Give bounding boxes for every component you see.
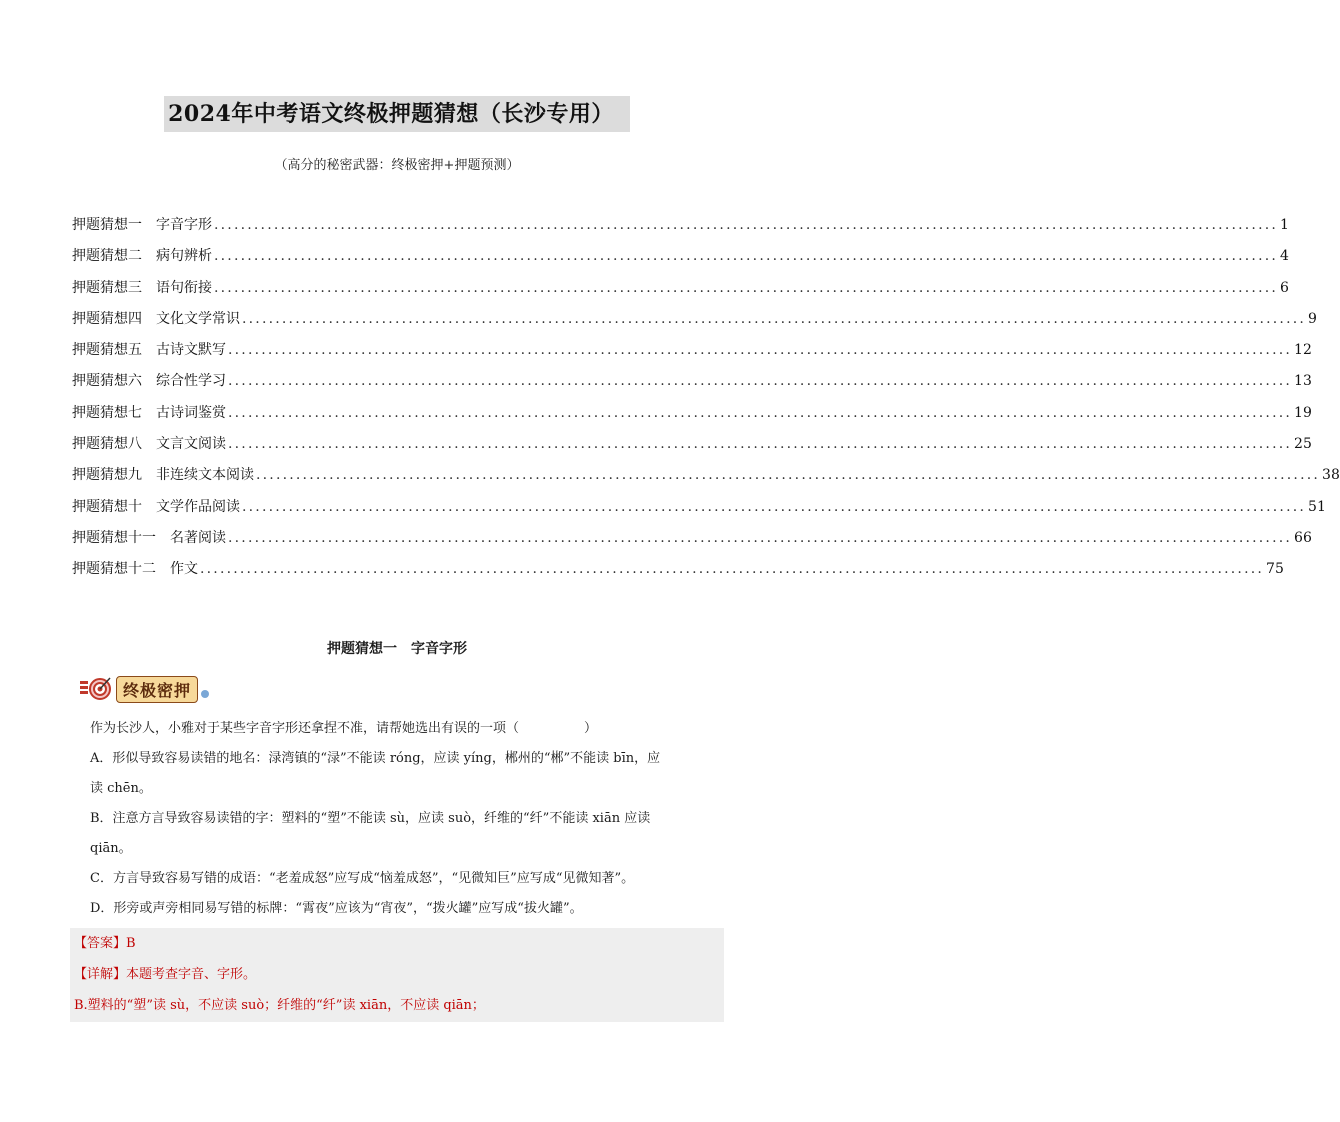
option-b-line1: B．注意方言导致容易读错的字：塑料的“塑”不能读 sù，应读 suò，纤维的“纤”不能读 xiān 应读 [90, 811, 651, 826]
toc-leader-dots: ................................................................................................................................................................ [242, 310, 1307, 327]
toc-page-number: 1 [1280, 217, 1289, 233]
option-d: D．形旁或声旁相同易写错的标牌：“霄夜”应该为“宵夜”，“拨火罐”应写成“拔火罐”。 [90, 901, 583, 916]
toc-row[interactable] [72, 245, 1289, 276]
toc-page-number: 12 [1294, 342, 1312, 359]
detail-tag: 【详解】 [74, 967, 127, 982]
answer-box [70, 928, 724, 1022]
toc-title: 名著阅读 [170, 529, 226, 546]
question-stem: 作为长沙人，小雅对于某些字音字形还拿捏不准，请帮她选出有误的一项（ ） [90, 721, 598, 736]
toc-label: 押题猜想四 [72, 310, 142, 327]
toc-leader-dots: ................................................................................................................................................................ [228, 404, 1293, 421]
toc-title: 古诗词鉴赏 [156, 404, 226, 421]
title-wrap [0, 96, 794, 132]
toc-label: 押题猜想十二 [72, 561, 156, 578]
answer-line [70, 928, 724, 959]
option-c: C．方言导致容易写错的成语：“老羞成怒”应写成“恼羞成怒”，“见微知巨”应写成“见微知著”。 [90, 871, 635, 886]
toc-title: 古诗文默写 [156, 342, 226, 359]
toc-row[interactable] [72, 496, 1326, 527]
document-title: 2024年中考语文终极押题猜想（长沙专用） [164, 96, 630, 132]
detail-text: 本题考查字音、字形。 [126, 967, 257, 982]
toc-page-number: 4 [1280, 248, 1289, 265]
section-heading: 押题猜想一 字音字形 [327, 641, 467, 657]
document-subtitle: （高分的秘密武器：终极密押+押题预测） [274, 158, 520, 173]
toc-leader-dots: ................................................................................................................................................................ [214, 248, 1279, 265]
toc-title: 文学作品阅读 [156, 498, 240, 515]
answer-value: B [126, 936, 136, 951]
section-badge [78, 674, 209, 704]
toc-title: 字音字形 [156, 217, 212, 233]
toc-row[interactable] [72, 339, 1312, 370]
toc-row[interactable] [72, 277, 1289, 308]
toc-title: 综合性学习 [156, 373, 226, 390]
toc-page-number: 75 [1266, 561, 1284, 578]
explanation-line: B.塑料的“塑”读 sù，不应读 suò；纤维的“纤”读 xiān，不应读 qiān； [74, 998, 485, 1013]
toc-title: 作文 [170, 561, 198, 578]
answer-tag: 【答案】 [74, 936, 127, 951]
toc-label: 押题猜想六 [72, 373, 142, 390]
toc-row[interactable] [72, 433, 1312, 464]
toc-leader-dots: ................................................................................................................................................................ [228, 373, 1293, 390]
toc-title: 非连续文本阅读 [156, 467, 254, 484]
toc-page-number: 19 [1294, 404, 1312, 421]
toc-title: 病句辨析 [156, 248, 212, 265]
toc-page-number: 9 [1308, 310, 1317, 327]
toc-label: 押题猜想八 [72, 436, 142, 453]
toc-label: 押题猜想九 [72, 467, 142, 484]
badge-dot [201, 690, 209, 698]
toc-label: 押题猜想十 [72, 498, 142, 515]
toc-row[interactable] [72, 214, 1289, 245]
toc-row[interactable] [72, 308, 1317, 339]
toc-page-number: 66 [1294, 529, 1312, 546]
option-a-line1: A．形似导致容易读错的地名：渌湾镇的“渌”不能读 róng，应读 yíng，郴州的“郴”不能读 bīn，应 [90, 751, 661, 766]
toc-title: 语句衔接 [156, 279, 212, 296]
toc-label: 押题猜想一 [72, 217, 142, 233]
toc-label: 押题猜想七 [72, 404, 142, 421]
toc-label: 押题猜想三 [72, 279, 142, 296]
toc-row[interactable] [72, 370, 1312, 401]
toc-leader-dots: ................................................................................................................................................................ [214, 279, 1279, 296]
toc-row[interactable] [72, 558, 1284, 589]
badge-label: 终极密押 [116, 676, 198, 703]
toc-leader-dots: ................................................................................................................................................................ [228, 529, 1293, 546]
toc-page-number: 51 [1308, 498, 1326, 515]
toc-leader-dots: ................................................................................................................................................................ [214, 217, 1279, 233]
option-a-line2: 读 chēn。 [90, 781, 152, 796]
toc-label: 押题猜想十一 [72, 529, 156, 546]
toc-row[interactable] [72, 402, 1312, 433]
detail-line [70, 959, 724, 990]
target-icon [78, 675, 112, 703]
toc-page-number: 25 [1294, 436, 1312, 453]
question-block [72, 714, 724, 924]
option-b-line2: qiān。 [90, 841, 132, 856]
toc-page-number: 6 [1280, 279, 1289, 296]
toc-leader-dots: ................................................................................................................................................................ [256, 467, 1321, 484]
toc-title: 文言文阅读 [156, 436, 226, 453]
table-of-contents [72, 214, 1340, 590]
toc-row[interactable] [72, 527, 1312, 558]
toc-row[interactable] [72, 464, 1340, 495]
toc-page-number: 38 [1322, 467, 1340, 484]
toc-label: 押题猜想五 [72, 342, 142, 359]
toc-label: 押题猜想二 [72, 248, 142, 265]
toc-leader-dots: ................................................................................................................................................................ [228, 342, 1293, 359]
toc-leader-dots: ................................................................................................................................................................ [200, 561, 1265, 578]
toc-title: 文化文学常识 [156, 310, 240, 327]
toc-leader-dots: ................................................................................................................................................................ [242, 498, 1307, 515]
toc-leader-dots: ................................................................................................................................................................ [228, 436, 1293, 453]
toc-page-number: 13 [1294, 373, 1312, 390]
